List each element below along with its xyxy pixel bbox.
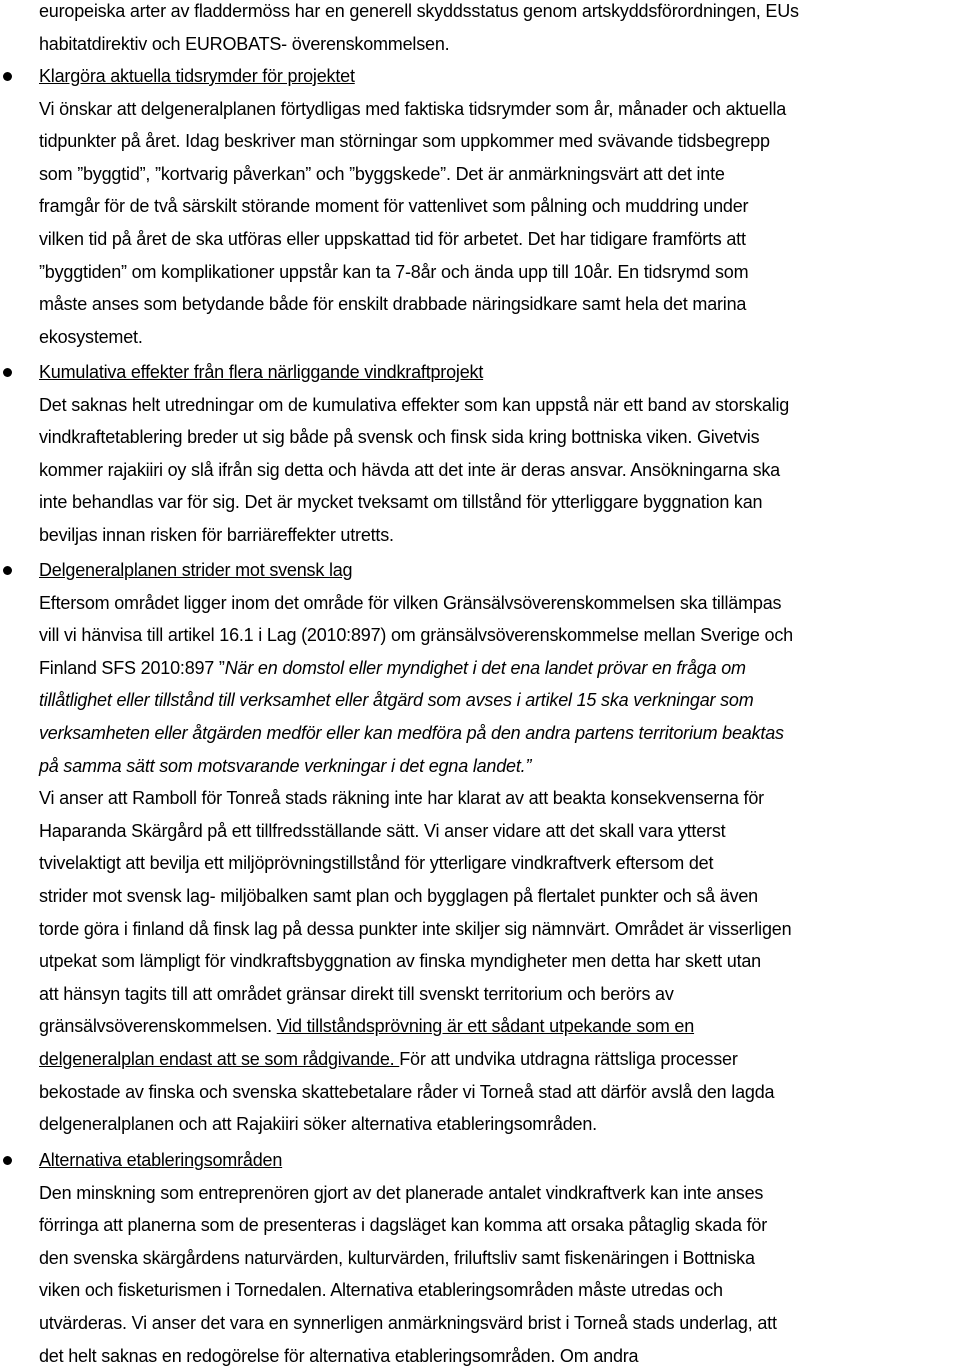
- section-svensk-lag: [39, 554, 960, 1141]
- law-quote-line: tillåtlighet eller tillstånd till verksamhet eller åtgärd som avses i artikel 15 ska verkningar som: [39, 690, 754, 711]
- text-line: habitatdirektiv och EUROBATS- överenskommelsen.: [39, 33, 450, 54]
- bullet-icon: [3, 1156, 12, 1165]
- text-line: [39, 1010, 960, 1043]
- law-reference: Finland SFS 2010:897 ”: [39, 657, 225, 678]
- section-kumulativa-effekter: [39, 356, 960, 552]
- text-line: strider mot svensk lag- miljöbalken samt plan och bygglagen på flertalet punkter och så även: [39, 885, 758, 906]
- section-heading: Alternativa etableringsområden: [39, 1150, 283, 1170]
- law-quote-line: på samma sätt som motsvarande verkningar i det egna landet.”: [39, 755, 532, 776]
- text-line: Vi önskar att delgeneralplanen förtydligas med faktiska tidsrymder som år, månader och aktuella: [39, 98, 787, 119]
- text-line: viken och fisketurismen i Tornedalen. Alternativa etableringsområden måste utredas och: [39, 1280, 723, 1301]
- section-heading: Delgeneralplanen strider mot svensk lag: [39, 560, 353, 580]
- text-line: Haparanda Skärgård på ett tillfredsställande sätt. Vi anser vidare att det skall vara ytterst: [39, 820, 726, 841]
- text-line: torde göra i finland då finsk lag på dessa punkter inte skiljer sig nämnvärt. Området är visserligen: [39, 918, 792, 939]
- text-line: bekostade av finska och svenska skattebetalare råder vi Torneå stad att därför avslå den lagda: [39, 1081, 775, 1102]
- bullet-icon: [3, 566, 12, 575]
- text-line: inte behandlas var för sig. Det är mycket tveksamt om tillstånd för ytterliggare byggnation kan: [39, 492, 763, 513]
- text-fragment: gränsälvsöverenskommelsen.: [39, 1016, 277, 1037]
- text-line: beviljas innan risken för barriäreffekter utretts.: [39, 524, 394, 545]
- text-line: kommer rajakiiri oy slå ifrån sig detta och hävda att det inte är deras ansvar. Ansökningarna ska: [39, 459, 780, 480]
- text-line: utvärderas. Vi anser det vara en synnerligen anmärkningsvärd brist i Torneå stads underlag, att: [39, 1312, 777, 1333]
- text-line: vindkraftetablering breder ut sig både på svensk och finsk sida kring bottniska viken. Givetvis: [39, 427, 760, 448]
- text-line: förringa att planerna som de presenteras i dagsläget kan komma att orsaka påtaglig skada för: [39, 1215, 768, 1236]
- text-line: framgår för de två särskilt störande moment för vattenlivet som pålning och muddring under: [39, 196, 749, 217]
- text-line: vilken tid på året de ska utföras eller uppskattad tid för arbetet. Det har tidigare framförts att: [39, 228, 746, 249]
- text-line: delgeneralplanen och att Rajakiiri söker alternativa etableringsområden.: [39, 1114, 597, 1135]
- bullet-icon: [3, 368, 12, 377]
- section-alternativa-omraden: [39, 1144, 960, 1372]
- text-line: ekosystemet.: [39, 326, 143, 347]
- text-line: det helt saknas en redogörelse för alternativa etableringsområden. Om andra: [39, 1345, 639, 1366]
- text-line: utpekat som lämpligt för vindkraftsbyggnation av finska myndigheter men detta har skett utan: [39, 951, 761, 972]
- text-line: som ”byggtid”, ”kortvarig påverkan” och ”byggskede”. Det är anmärkningsvärt att det inte: [39, 163, 725, 184]
- text-line: ”byggtiden” om komplikationer uppstår kan ta 7-8år och ända upp till 10år. En tidsrymd som: [39, 261, 749, 282]
- text-line: vill vi hänvisa till artikel 16.1 i Lag (2010:897) om gränsälvsöverenskommelse mellan Sverige och: [39, 625, 793, 646]
- underlined-text: delgeneralplan endast att se som rådgivande.: [39, 1048, 400, 1069]
- law-quote-line: verksamheten eller åtgärden medför eller kan medföra på den andra partens territorium beaktas: [39, 722, 784, 743]
- text-line: tvivelaktigt att bevilja ett miljöprövningstillstånd för ytterligare vindkraftverk eftersom det: [39, 853, 714, 874]
- text-line: [39, 1043, 960, 1076]
- section-heading: Klargöra aktuella tidsrymder för projektet: [39, 66, 355, 86]
- text-line: måste anses som betydande både för enskilt drabbade näringsidkare samt hela det marina: [39, 294, 747, 315]
- law-quote: När en domstol eller myndighet i det ena landet prövar en fråga om: [224, 657, 746, 678]
- text-line: Vi anser att Ramboll för Tonreå stads räkning inte har klarat av att beakta konsekvenserna för: [39, 788, 764, 809]
- underlined-text: Vid tillståndsprövning är ett sådant utpekande som en: [276, 1016, 695, 1037]
- section-heading: Kumulativa effekter från flera närliggande vindkraftprojekt: [39, 362, 484, 382]
- section-tidsrymder: [39, 60, 960, 353]
- text-line: Eftersom området ligger inom det område för vilken Gränsälvsöverenskommelsen ska tillämpas: [39, 592, 782, 613]
- text-line: [39, 652, 960, 685]
- text-line: tidpunkter på året. Idag beskriver man störningar som uppkommer med svävande tidsbegrepp: [39, 131, 770, 152]
- text-line: Det saknas helt utredningar om de kumulativa effekter som kan uppstå när ett band av storskalig: [39, 394, 790, 415]
- text-line: europeiska arter av fladdermöss har en generell skyddsstatus genom artskyddsförordningen, EUs: [39, 1, 799, 21]
- text-fragment: För att undvika utdragna rättsliga processer: [399, 1048, 738, 1069]
- text-line: den svenska skärgårdens naturvärden, kulturvärden, friluftsliv samt fiskenäringen i Bottniska: [39, 1247, 755, 1268]
- text-line: att hänsyn tagits till att området gränsar direkt till svenskt territorium och berörs av: [39, 983, 674, 1004]
- bullet-icon: [3, 72, 12, 81]
- text-line: Den minskning som entreprenören gjort av det planerade antalet vindkraftverk kan inte anses: [39, 1182, 764, 1203]
- intro-paragraph: [39, 0, 960, 60]
